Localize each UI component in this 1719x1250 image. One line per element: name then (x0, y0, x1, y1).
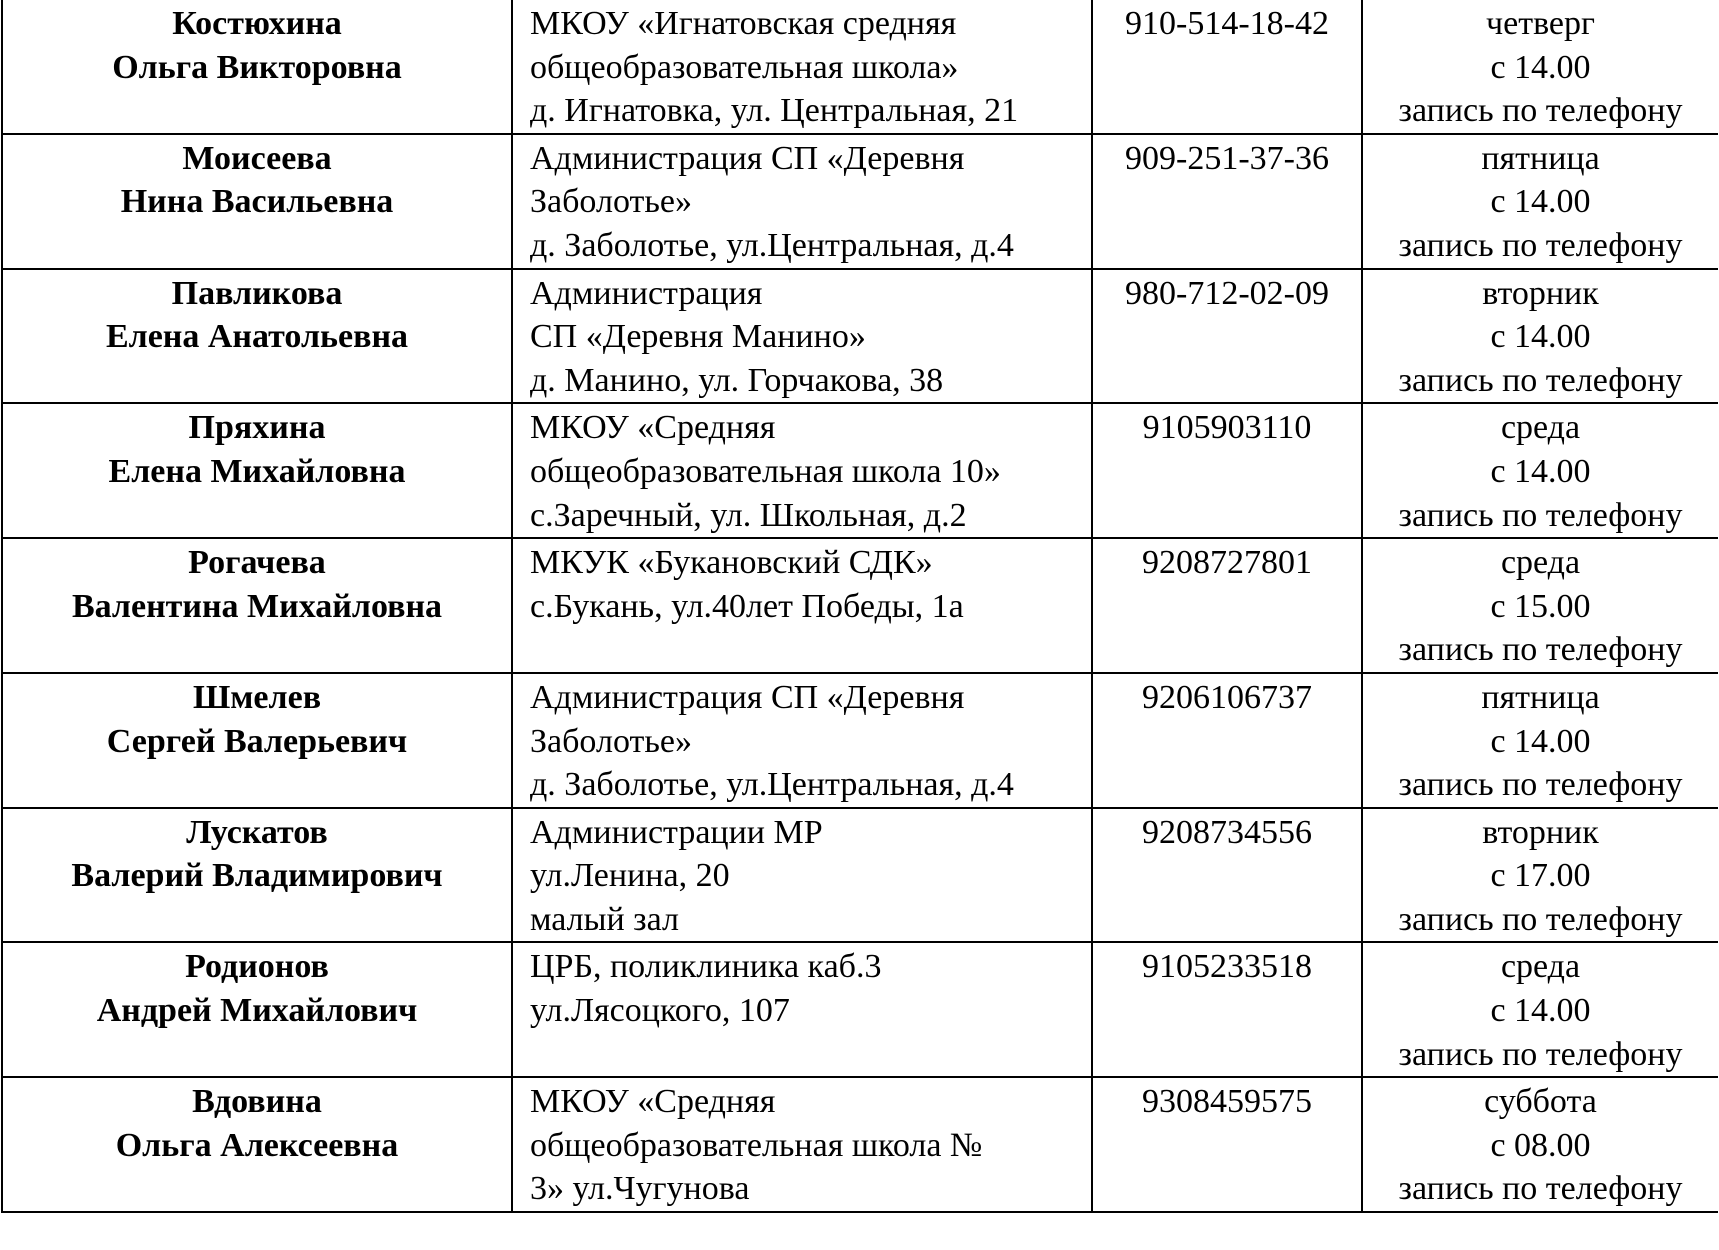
table-row (2, 0, 1718, 134)
reception-place-cell (512, 808, 1092, 943)
place-line: 3» ул.Чугунова (530, 1170, 750, 1208)
table-row (2, 808, 1718, 943)
table-row (2, 403, 1718, 538)
start-time: с 08.00 (1490, 1126, 1591, 1164)
reception-place-cell (512, 0, 1092, 134)
weekday: среда (1500, 948, 1581, 986)
appointment-note: запись по телефону (1398, 361, 1683, 399)
reception-time-cell (1362, 942, 1718, 1077)
surname: Костюхина (172, 5, 342, 42)
phone-number: 980-712-02-09 (1125, 274, 1329, 312)
phone-cell (1092, 0, 1362, 134)
phone-cell (1092, 673, 1362, 808)
phone-cell (1092, 538, 1362, 673)
phone-cell (1092, 403, 1362, 538)
place-line: ул.Лясоцкого, 107 (530, 992, 790, 1030)
phone-number: 9308459575 (1142, 1083, 1312, 1121)
place-line: д. Заболотье, ул.Центральная, д.4 (530, 766, 1014, 804)
table-body (2, 0, 1718, 1212)
table-row (2, 1077, 1718, 1212)
weekday: пятница (1481, 678, 1600, 716)
appointment-note: запись по телефону (1398, 1035, 1683, 1073)
given-names: Валентина Михайловна (71, 587, 443, 625)
given-names: Елена Михайловна (108, 452, 406, 490)
phone-cell (1092, 1077, 1362, 1212)
surname: Родионов (185, 948, 329, 986)
given-names: Елена Анатольевна (105, 318, 409, 356)
reception-time-cell (1362, 269, 1718, 404)
appointment-note: запись по телефону (1398, 900, 1683, 938)
surname: Павликова (171, 274, 343, 312)
deputy-name-cell (2, 269, 512, 404)
deputy-name-cell (2, 538, 512, 673)
given-names: Ольга Викторовна (112, 48, 402, 86)
phone-cell (1092, 134, 1362, 269)
place-line: д. Игнатовка, ул. Центральная, 21 (530, 92, 1019, 130)
weekday: среда (1500, 544, 1581, 582)
reception-place-cell (512, 673, 1092, 808)
reception-schedule-table (1, 0, 1718, 1213)
appointment-note: запись по телефону (1398, 92, 1683, 130)
place-line: СП «Деревня Манино» (530, 318, 866, 356)
appointment-note: запись по телефону (1398, 1170, 1683, 1208)
place-line: малый зал (530, 900, 679, 938)
reception-place-cell (512, 403, 1092, 538)
reception-place-cell (512, 538, 1092, 673)
start-time: с 14.00 (1490, 452, 1591, 490)
place-line: общеобразовательная школа» (530, 48, 959, 86)
table-row (2, 269, 1718, 404)
phone-number: 9206106737 (1142, 678, 1312, 716)
place-line: Заболотье» (530, 183, 692, 221)
place-line: общеобразовательная школа 10» (530, 452, 1001, 490)
place-line: Администрация СП «Деревня (530, 678, 965, 716)
given-names: Сергей Валерьевич (106, 722, 408, 760)
surname: Лускатов (186, 813, 328, 851)
place-line: Администрация СП «Деревня (530, 139, 965, 177)
appointment-note: запись по телефону (1398, 766, 1683, 804)
given-names: Валерий Владимирович (71, 857, 443, 895)
weekday: суббота (1484, 1083, 1597, 1121)
start-time: с 15.00 (1490, 587, 1591, 625)
place-line: Администрация (530, 274, 763, 312)
phone-cell (1092, 942, 1362, 1077)
reception-time-cell (1362, 0, 1718, 134)
start-time: с 14.00 (1490, 722, 1591, 760)
phone-number: 9208734556 (1142, 813, 1312, 851)
start-time: с 14.00 (1490, 48, 1591, 86)
deputy-name-cell (2, 403, 512, 538)
reception-time-cell (1362, 808, 1718, 943)
weekday: вторник (1482, 813, 1599, 851)
reception-time-cell (1362, 1077, 1718, 1212)
given-names: Андрей Михайлович (96, 992, 418, 1030)
phone-number: 9105233518 (1142, 948, 1312, 986)
reception-place-cell (512, 269, 1092, 404)
table-row (2, 673, 1718, 808)
place-line: Администрации МР (530, 813, 823, 851)
place-line: МКОУ «Игнатовская средняя (530, 5, 957, 42)
appointment-note: запись по телефону (1398, 631, 1683, 669)
weekday: вторник (1482, 274, 1599, 312)
start-time: с 17.00 (1490, 857, 1591, 895)
start-time: с 14.00 (1490, 992, 1591, 1030)
place-line: Заболотье» (530, 722, 692, 760)
surname: Рогачева (188, 544, 326, 582)
start-time: с 14.00 (1490, 183, 1591, 221)
place-line: с.Заречный, ул. Школьная, д.2 (530, 496, 967, 534)
deputy-name-cell (2, 808, 512, 943)
reception-time-cell (1362, 134, 1718, 269)
deputy-name-cell (2, 0, 512, 134)
place-line: д. Манино, ул. Горчакова, 38 (530, 361, 944, 399)
surname: Моисеева (182, 139, 332, 177)
place-line: ЦРБ, поликлиника каб.3 (530, 948, 882, 986)
reception-place-cell (512, 134, 1092, 269)
reception-place-cell (512, 942, 1092, 1077)
reception-time-cell (1362, 538, 1718, 673)
weekday: четверг (1486, 5, 1595, 42)
given-names: Ольга Алексеевна (115, 1126, 399, 1164)
deputy-name-cell (2, 673, 512, 808)
place-line: с.Букань, ул.40лет Победы, 1а (530, 587, 964, 625)
phone-number: 909-251-37-36 (1125, 139, 1329, 177)
appointment-note: запись по телефону (1398, 226, 1683, 264)
place-line: д. Заболотье, ул.Центральная, д.4 (530, 226, 1014, 264)
place-line: ул.Ленина, 20 (530, 857, 730, 895)
table-row (2, 134, 1718, 269)
phone-number: 9105903110 (1142, 409, 1312, 447)
phone-number: 910-514-18-42 (1125, 5, 1329, 42)
place-line: МКОУ «Средняя (530, 409, 776, 447)
reception-time-cell (1362, 673, 1718, 808)
place-line: общеобразовательная школа № (530, 1126, 983, 1164)
place-line: МКОУ «Средняя (530, 1083, 776, 1121)
reception-time-cell (1362, 403, 1718, 538)
phone-cell (1092, 269, 1362, 404)
given-names: Нина Васильевна (120, 183, 394, 221)
start-time: с 14.00 (1490, 318, 1591, 356)
surname: Шмелев (192, 678, 322, 716)
appointment-note: запись по телефону (1398, 496, 1683, 534)
deputy-name-cell (2, 1077, 512, 1212)
weekday: пятница (1481, 139, 1600, 177)
surname: Вдовина (192, 1083, 322, 1121)
reception-place-cell (512, 1077, 1092, 1212)
place-line: МКУК «Букановский СДК» (530, 544, 933, 582)
phone-cell (1092, 808, 1362, 943)
table-row (2, 538, 1718, 673)
phone-number: 9208727801 (1142, 544, 1312, 582)
deputy-name-cell (2, 134, 512, 269)
weekday: среда (1500, 409, 1581, 447)
surname: Пряхина (188, 409, 326, 447)
deputy-name-cell (2, 942, 512, 1077)
table-row (2, 942, 1718, 1077)
